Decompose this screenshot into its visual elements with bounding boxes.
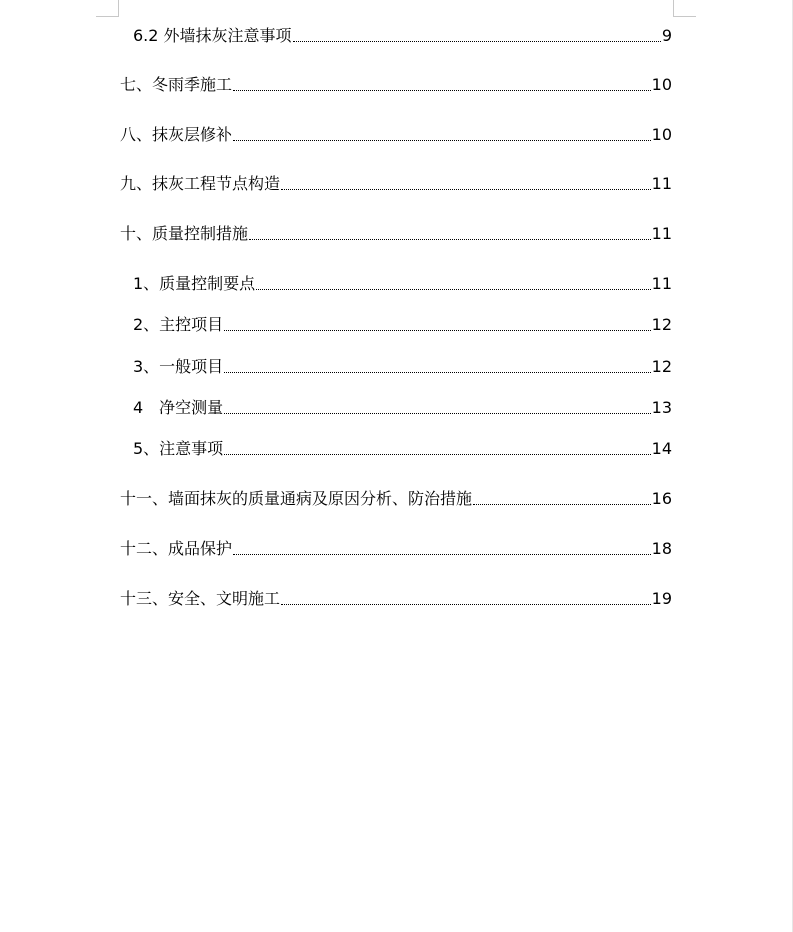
toc-entry[interactable] xyxy=(120,487,672,511)
toc-leader-dots xyxy=(224,329,650,331)
toc-page-number: 10 xyxy=(651,125,672,144)
toc-page-number: 13 xyxy=(651,398,672,417)
toc-entry-label: 十、质量控制措施 xyxy=(120,224,249,243)
toc-entry[interactable] xyxy=(120,123,672,147)
toc-entry-label: 2、主控项目 xyxy=(133,315,224,334)
toc-page-number: 11 xyxy=(651,224,672,243)
toc-entry-label: 九、抹灰工程节点构造 xyxy=(120,174,281,193)
toc-leader-dots xyxy=(233,139,651,141)
toc-leader-dots xyxy=(233,89,651,91)
toc-entry[interactable] xyxy=(133,396,672,420)
toc-entry-label: 十一、墙面抹灰的质量通病及原因分析、防治措施 xyxy=(120,489,473,508)
toc-entry[interactable] xyxy=(133,313,672,337)
toc-entry-label: 4 净空测量 xyxy=(133,398,224,417)
toc-page-number: 12 xyxy=(651,315,672,334)
toc-entry[interactable] xyxy=(120,537,672,561)
toc-page-number: 18 xyxy=(651,539,672,558)
toc-leader-dots xyxy=(256,288,650,290)
toc-entry-label: 十二、成品保护 xyxy=(120,539,233,558)
toc-leader-dots xyxy=(224,412,650,414)
crop-mark-top-left xyxy=(96,0,119,17)
toc-entry[interactable] xyxy=(120,222,672,246)
toc-entry-label: 1、质量控制要点 xyxy=(133,274,256,293)
toc-page-number: 11 xyxy=(651,174,672,193)
toc-entry[interactable] xyxy=(120,73,672,97)
toc-entry[interactable] xyxy=(133,437,672,461)
toc-page-number: 16 xyxy=(651,489,672,508)
toc-entry-label: 6.2 外墙抹灰注意事项 xyxy=(133,26,292,45)
toc-page-number: 9 xyxy=(661,26,672,45)
toc-page-number: 12 xyxy=(651,357,672,376)
toc-leader-dots xyxy=(224,371,650,373)
toc-page-number: 10 xyxy=(651,75,672,94)
toc-leader-dots xyxy=(473,503,651,505)
toc-entry[interactable] xyxy=(120,587,672,611)
toc-entry-label: 七、冬雨季施工 xyxy=(120,75,233,94)
toc-leader-dots xyxy=(249,238,651,240)
toc-entry[interactable] xyxy=(133,24,672,48)
toc-leader-dots xyxy=(233,553,651,555)
toc-leader-dots xyxy=(224,453,650,455)
toc-page-number: 11 xyxy=(651,274,672,293)
toc-entry-label: 八、抹灰层修补 xyxy=(120,125,233,144)
toc-entry[interactable] xyxy=(133,272,672,296)
toc-entry[interactable] xyxy=(133,355,672,379)
toc-entry-label: 3、一般项目 xyxy=(133,357,224,376)
toc-page-number: 14 xyxy=(651,439,672,458)
crop-mark-top-right xyxy=(673,0,696,17)
toc-entry-label: 5、注意事项 xyxy=(133,439,224,458)
toc-page-number: 19 xyxy=(651,589,672,608)
toc-entry[interactable] xyxy=(120,172,672,196)
toc-leader-dots xyxy=(281,188,651,190)
toc-leader-dots xyxy=(293,40,661,42)
toc-entry-label: 十三、安全、文明施工 xyxy=(120,589,281,608)
toc-leader-dots xyxy=(281,603,651,605)
